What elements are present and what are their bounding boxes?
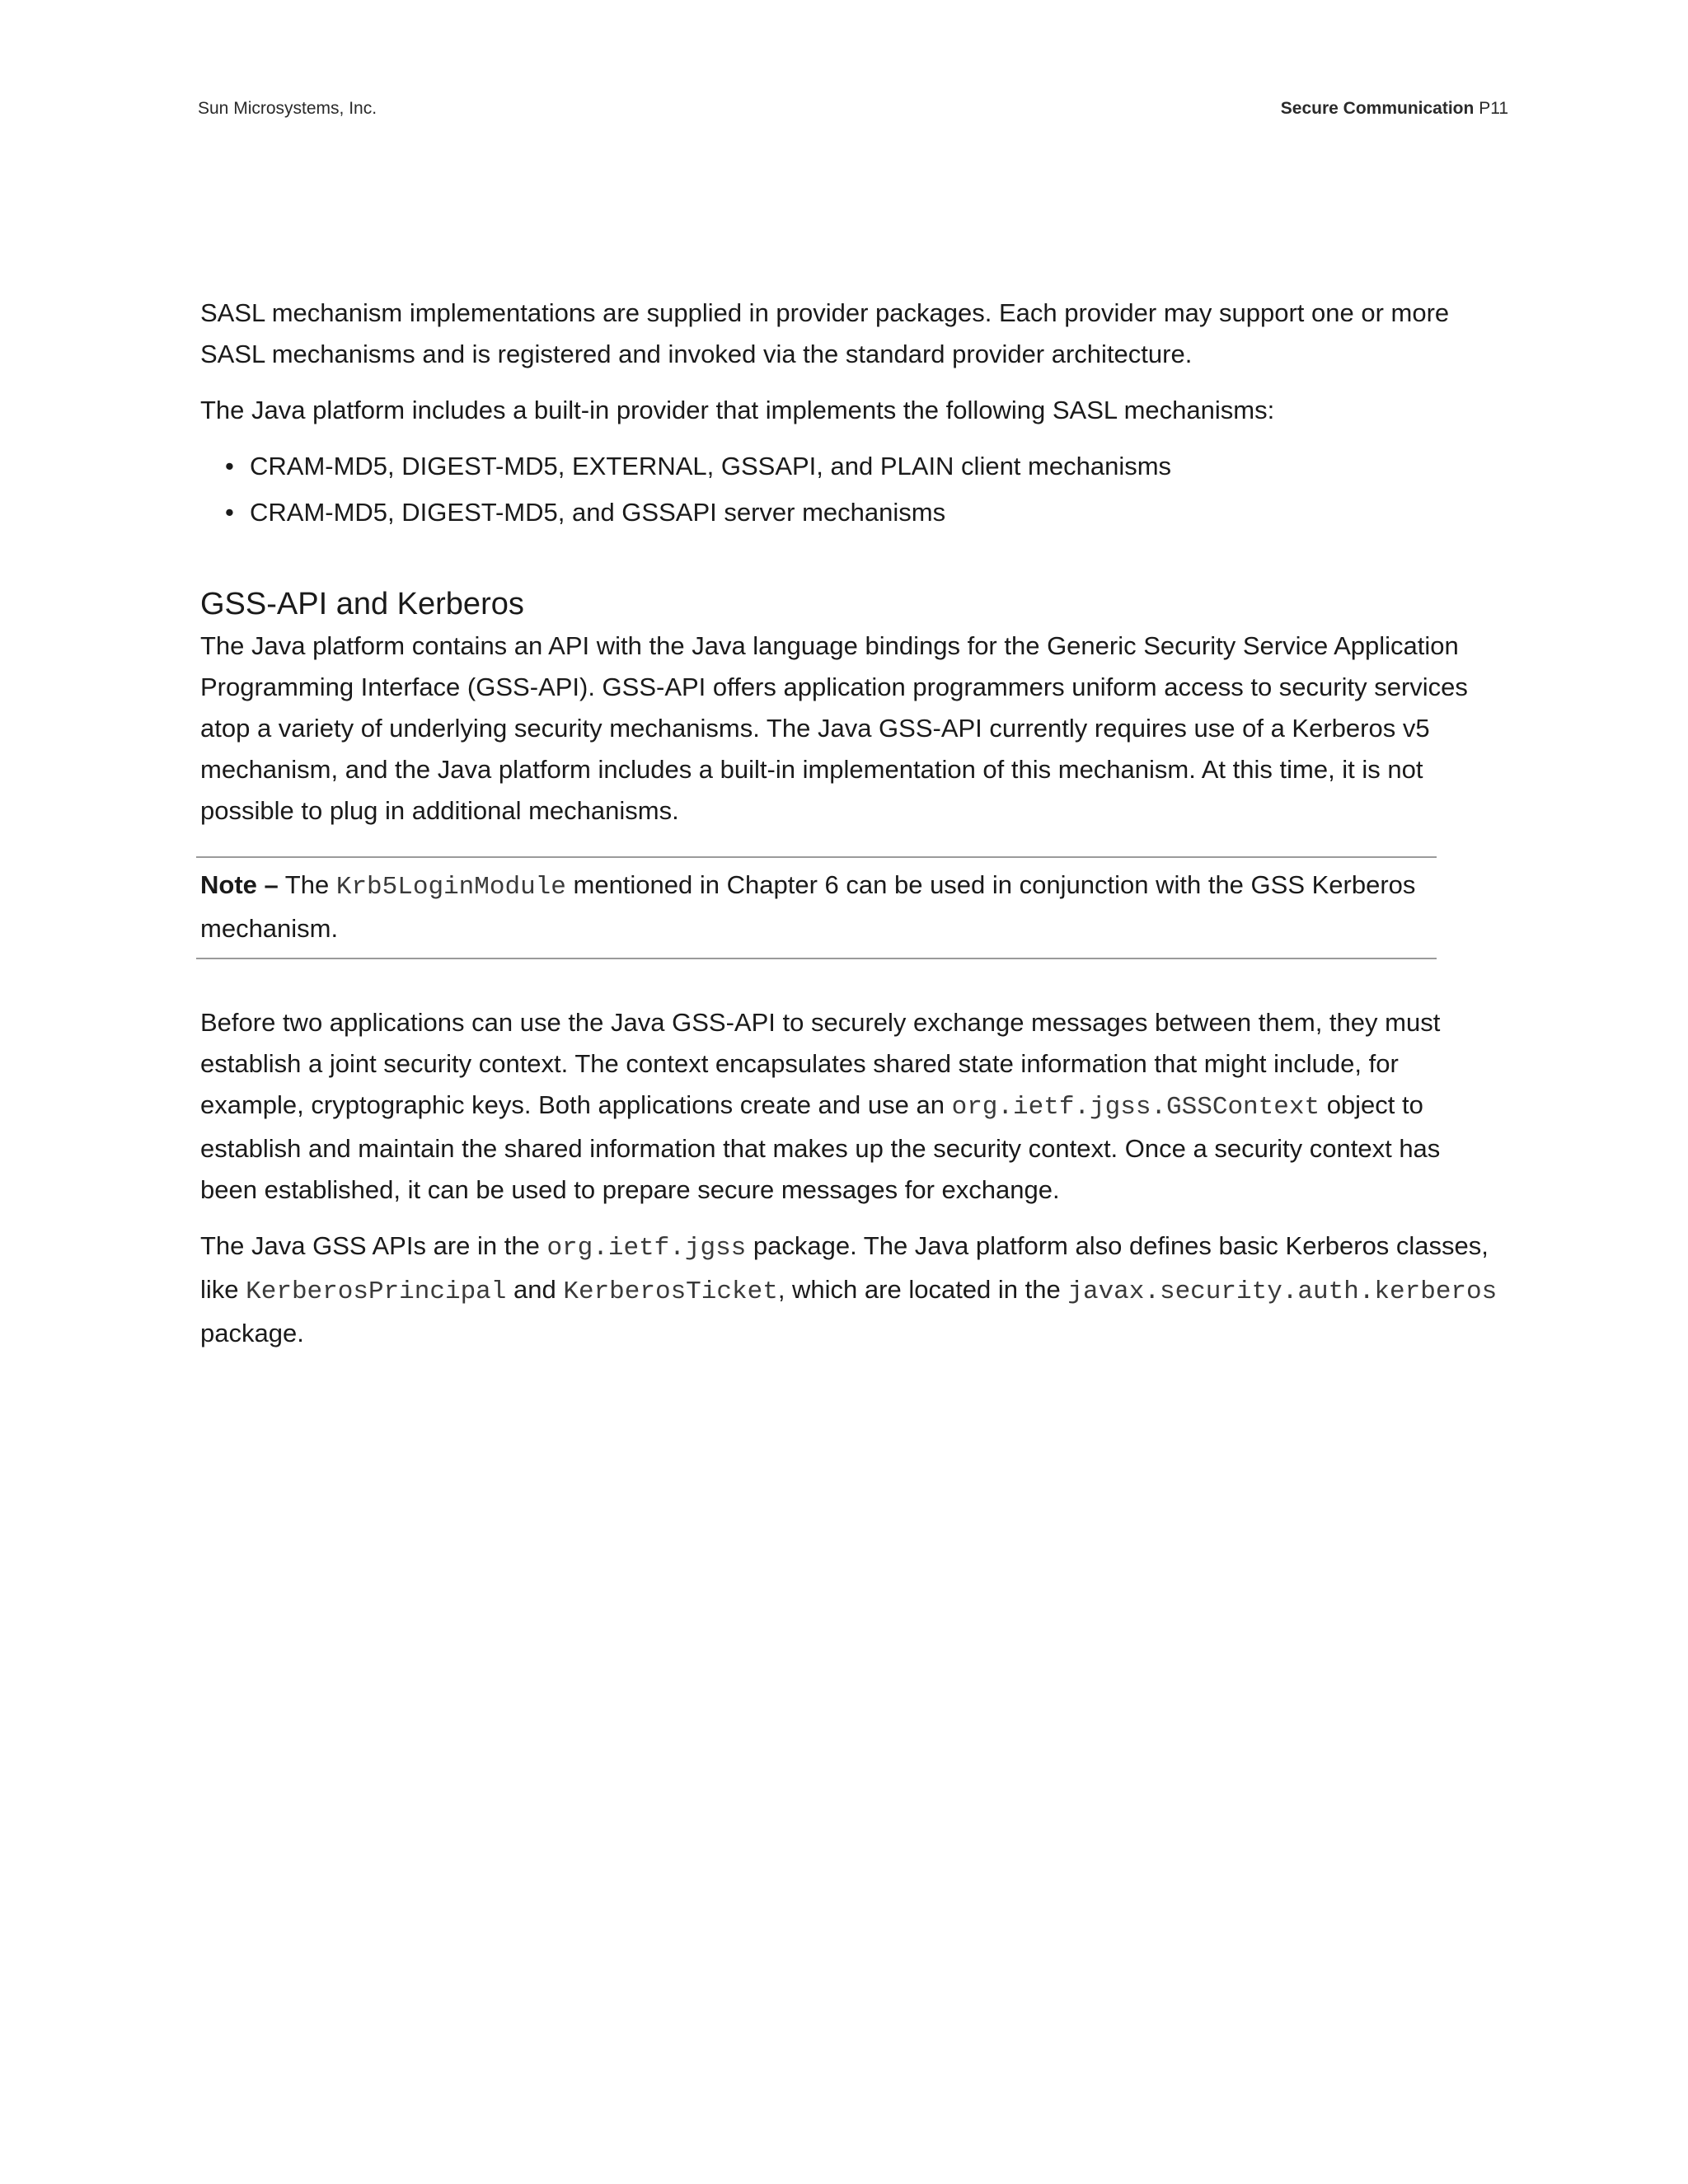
packages-paragraph: The Java GSS APIs are in the org.ietf.jgss package. The Java platform also defines basic Kerberos classes, like KerberosPrincipal and KerberosTicket, which are located in the javax.security.auth.kerberos package. <box>200 1231 1498 1347</box>
code-javax-security-auth-kerberos: javax.security.auth.kerberos <box>1067 1277 1498 1306</box>
page-body <box>200 293 1503 1369</box>
gss-api-paragraph: The Java platform contains an API with the Java language bindings for the Generic Security Service Application Programming Interface (GSS-API). GSS-API offers application programmers uniform access to security services atop a variety of underlying security mechanisms. The Java GSS-API currently requires use of a Kerberos v5 mechanism, and the Java platform includes a built-in implementation of this mechanism. At this time, it is not possible to plug in additional mechanisms. <box>200 631 1468 825</box>
list-item: • CRAM-MD5, DIGEST-MD5, and GSSAPI server mechanisms <box>225 492 1503 533</box>
intro-paragraph-2: The Java platform includes a built-in provider that implements the following SASL mechanisms: <box>200 396 1275 424</box>
code-org-ietf-jgss: org.ietf.jgss <box>546 1234 747 1263</box>
code-kerberosprincipal: KerberosPrincipal <box>246 1277 507 1306</box>
security-context-paragraph: Before two applications can use the Java GSS-API to securely exchange messages between them, they must establish a joint security context. The context encapsulates shared state information that might include, for example, cryptographic keys. Both applications create and use an org.ietf.jgss.GSSContext object to establish and maintain the shared information that makes up the security context. Once a security context has been established, it can be used to prepare secure messages for exchange. <box>200 1008 1441 1204</box>
code-gsscontext: org.ietf.jgss.GSSContext <box>951 1093 1320 1122</box>
bullet-icon: • <box>225 498 234 527</box>
list-item: • CRAM-MD5, DIGEST-MD5, EXTERNAL, GSSAPI, and PLAIN client mechanisms <box>225 446 1503 487</box>
section-heading: GSS-API and Kerberos <box>200 587 524 621</box>
page-number: P11 <box>1479 99 1508 118</box>
company-name: Sun Microsystems, Inc. <box>198 99 377 118</box>
page-header <box>198 99 1508 124</box>
chapter-title: Secure Communication <box>1280 99 1475 118</box>
intro-paragraph-1: SASL mechanism implementations are supplied in provider packages. Each provider may support one or more SASL mechanisms and is registered and invoked via the standard provider architecture. <box>200 298 1450 368</box>
sasl-mechanism-list <box>200 446 1503 533</box>
note-box: Note – The Krb5LoginModule mentioned in Chapter 6 can be used in conjunction with the GSS Kerberos mechanism. <box>196 856 1437 959</box>
note-label: Note – <box>200 870 279 899</box>
bullet-icon: • <box>225 452 234 480</box>
running-head <box>1281 99 1508 119</box>
code-kerberosticket: KerberosTicket <box>563 1277 778 1306</box>
code-krb5loginmodule: Krb5LoginModule <box>335 873 566 902</box>
